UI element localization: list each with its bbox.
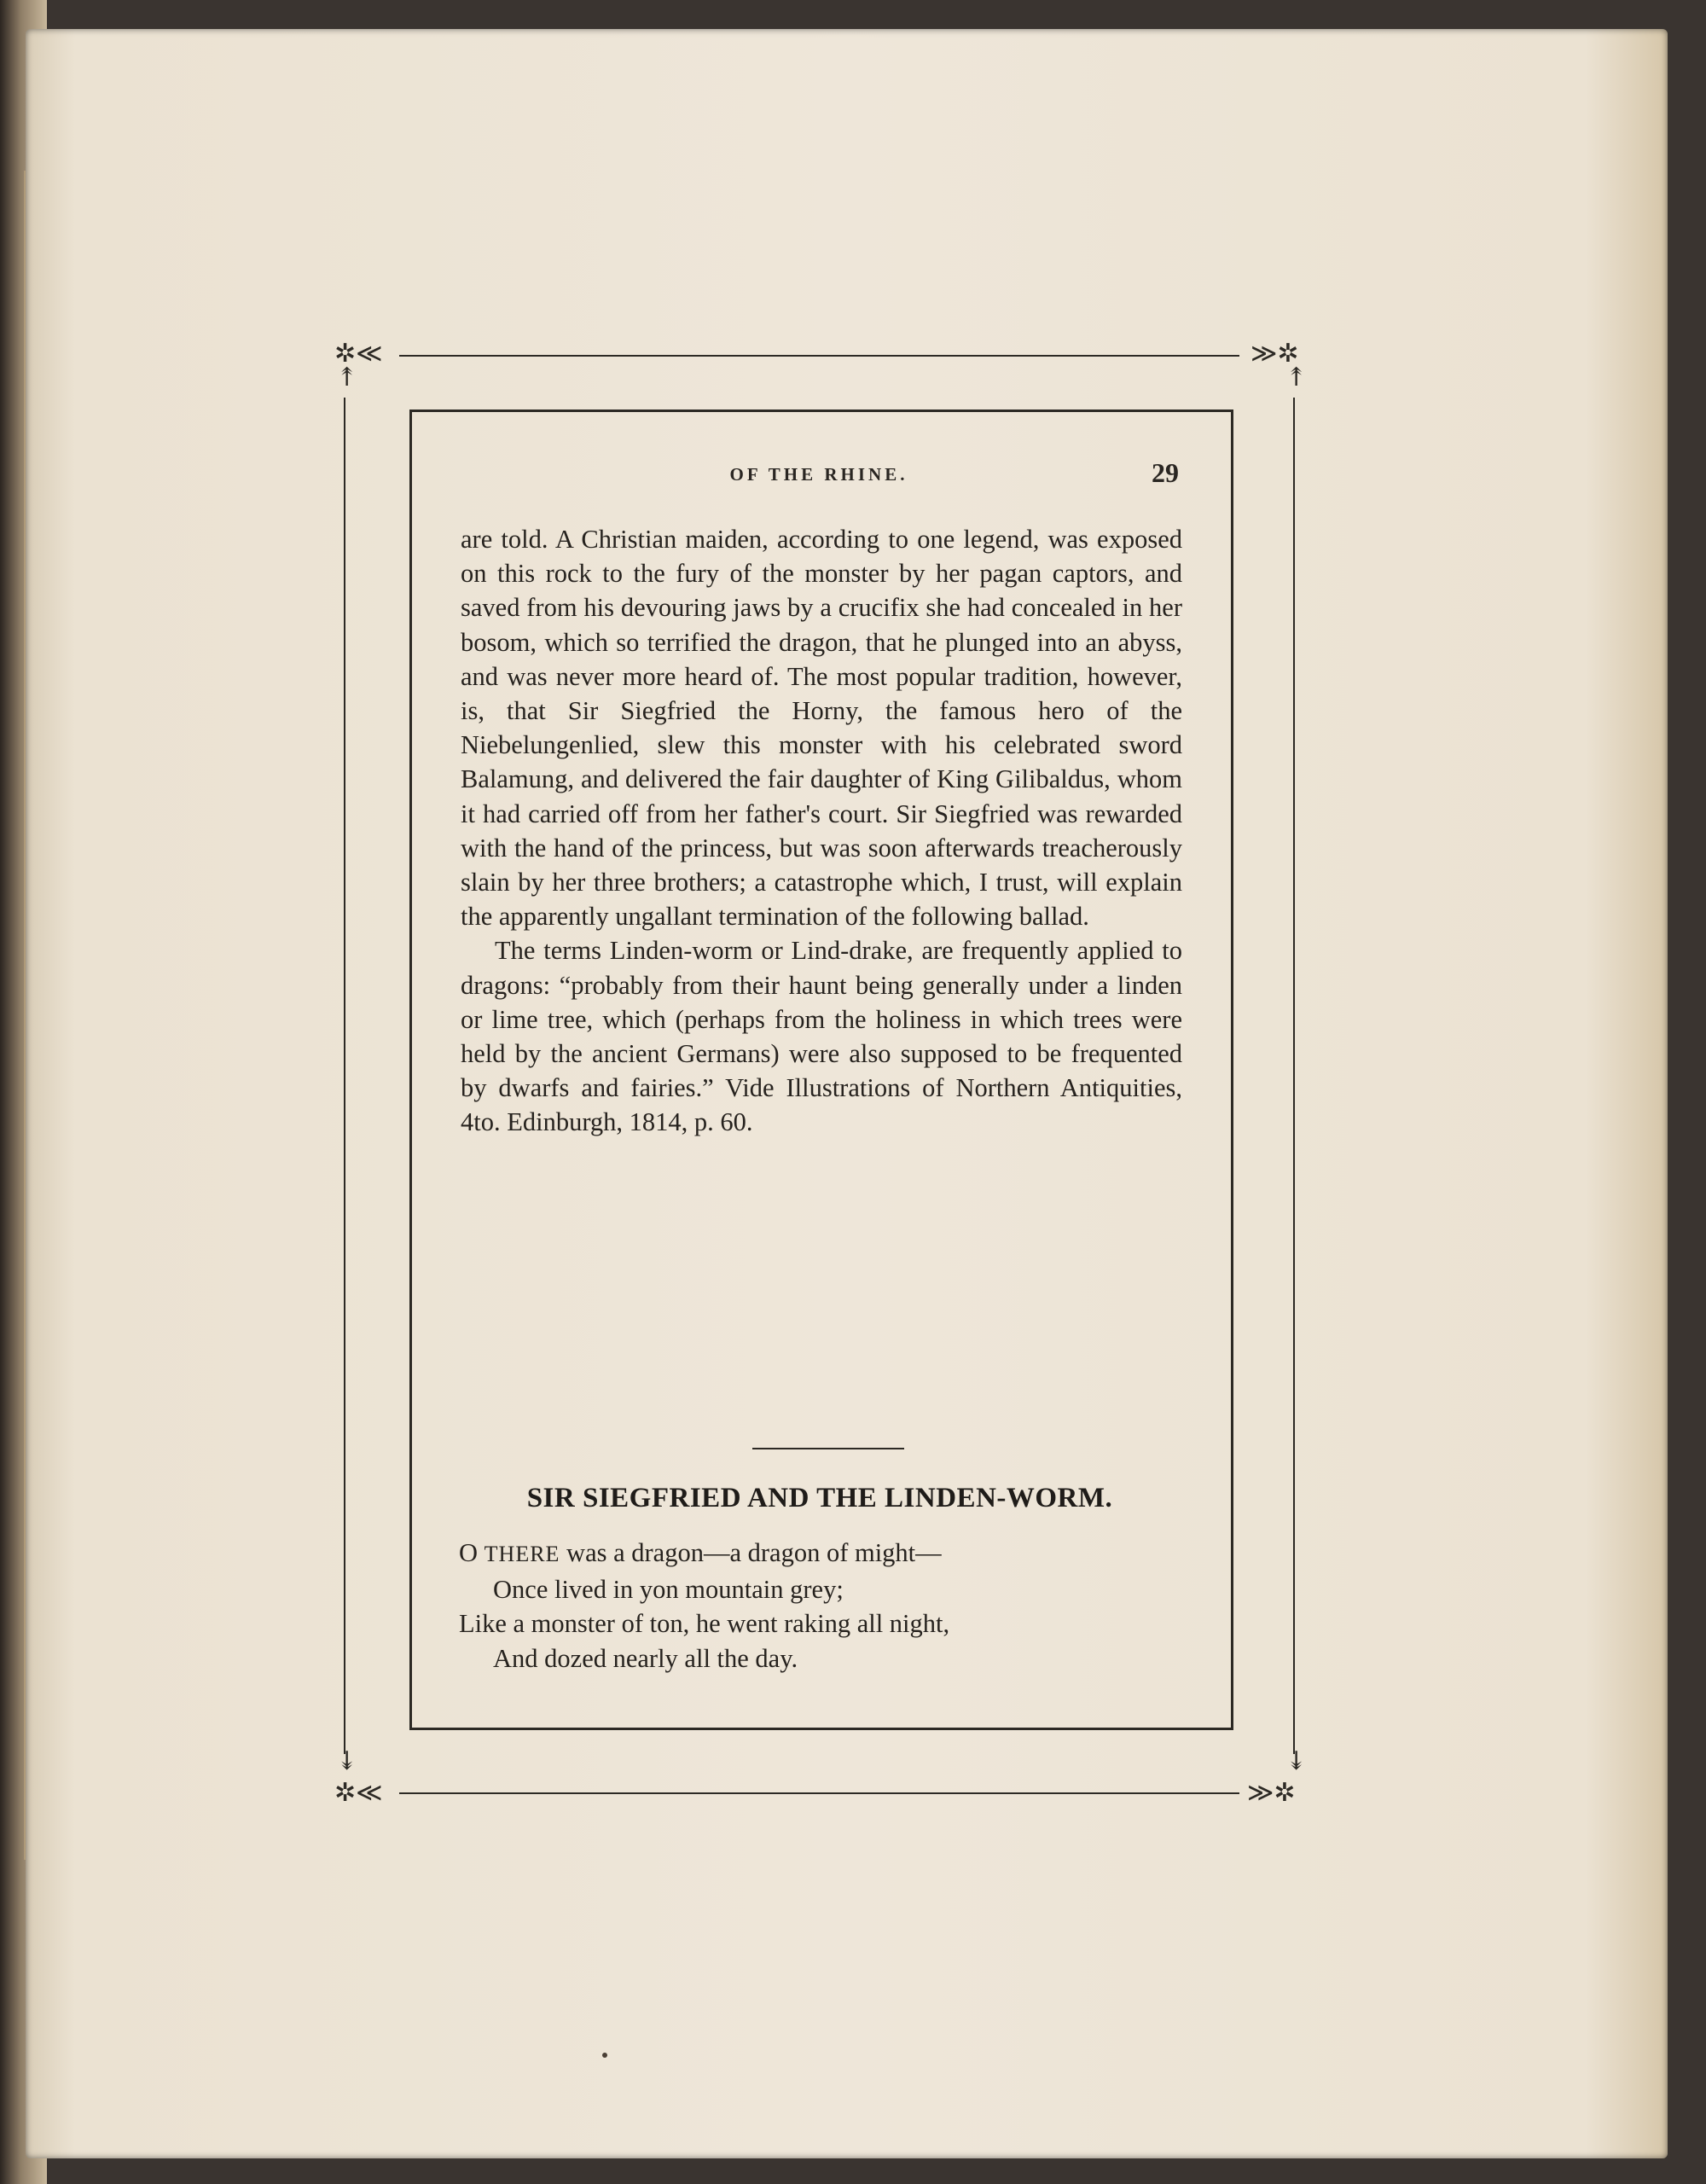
arrow-up-ornament-icon: ↟ [1285,363,1308,392]
verse-line-rest: was a dragon—a dragon of might— [566,1538,942,1567]
section-divider [752,1448,904,1449]
running-head [409,457,1228,495]
corner-ornament-icon: ✲≪ [334,1779,383,1807]
verse-line: Like a monster of ton, he went raking all night, [459,1609,950,1638]
frame-bottom-rule [399,1792,1239,1794]
paper-speck [602,2053,607,2058]
frame-top-rule [399,355,1239,357]
verse-line [459,1536,1192,1572]
body-text [461,522,1182,1140]
arrow-down-ornament-icon: ↡ [1285,1747,1308,1775]
frame-right-rule [1293,398,1295,1754]
verse-line: Once lived in yon mountain grey; [493,1574,844,1604]
paragraph: are told. A Christian maiden, according to one legend, was exposed on this rock to the fury of the monster by her pagan captors, and saved from his devouring jaws by a crucifix she had concealed in her bosom, which so terrified the dragon, that he plunged into an abyss, and was never more heard of. The most popular tradition, however, is, that Sir Siegfried the Horny, the famous hero of the Niebelungenlied, slew this monster with his celebrated sword Balamung, and delivered the fair daughter of King Gilibaldus, whom it had carried off from her father's court. Sir Siegfried was rewarded with the hand of the princess, but was soon afterwards treacherously slain by her three brothers; a catastrophe which, I trust, will explain the apparently ungallant termination of the following ballad. [461,525,1182,932]
verse-line: And dozed nearly all the day. [493,1643,798,1673]
page-number: 29 [1152,457,1179,488]
corner-ornament-icon: ≫✲ [1247,1779,1296,1807]
paragraph: The terms Linden-worm or Lind-drake, are frequently applied to dragons: “probably from their haunt being generally under a linden or lime tree, which (perhaps from the holiness in which trees were held by the ancient Germans) were also supposed to be frequented by dwarfs and fairies.” Vide Illustrations of Northern Antiquities, 4to. Edinburgh, 1814, p. 60. [461,936,1182,1137]
corner-ornament-icon: ✲≪ [334,340,383,368]
arrow-down-ornament-icon: ↡ [336,1747,358,1775]
frame-left-rule [344,398,345,1754]
ballad-title: SIR SIEGFRIED AND THE LINDEN-WORM. [526,1483,1113,1513]
verse-first-word: O [459,1538,479,1567]
corner-ornament-icon: ≫✲ [1250,340,1299,368]
arrow-up-ornament-icon: ↟ [336,363,358,392]
verse-small-caps: THERE [484,1542,560,1566]
ballad-verse [459,1536,1192,1676]
running-head-title: OF THE RHINE. [729,464,908,485]
